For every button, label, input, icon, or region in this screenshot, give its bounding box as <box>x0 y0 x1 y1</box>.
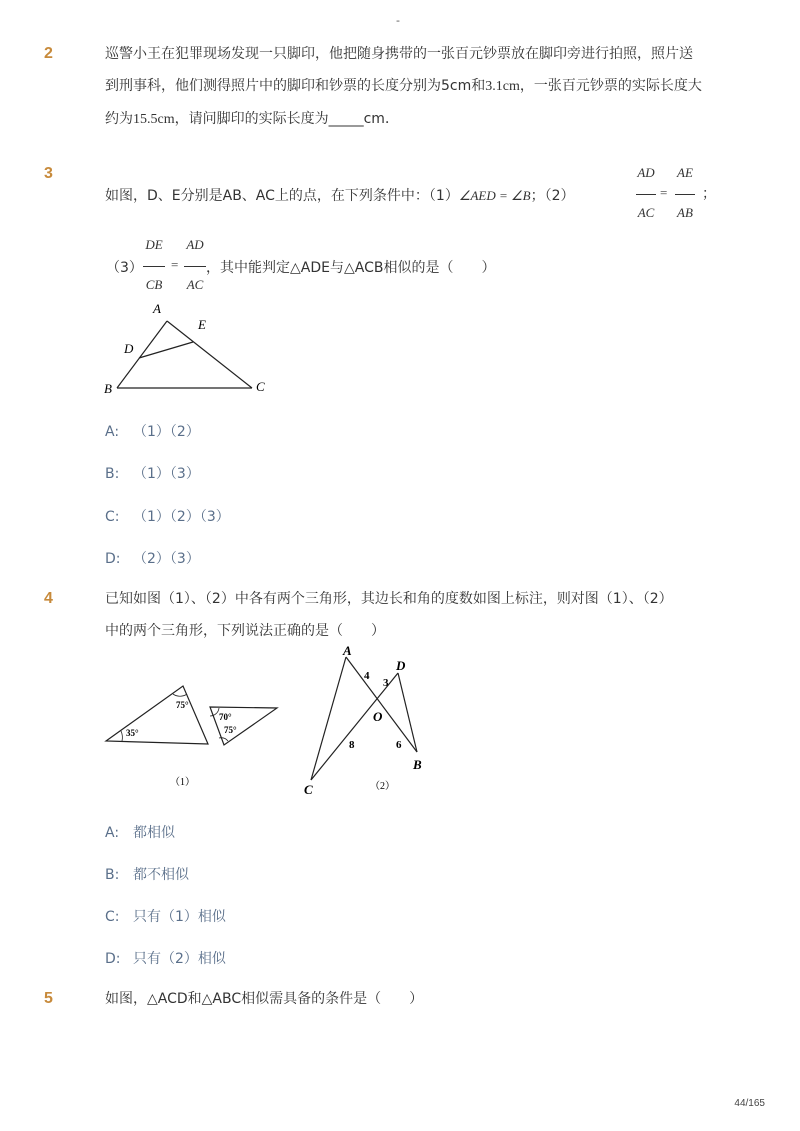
point-label-c: C <box>304 782 313 797</box>
point-label-a: A <box>343 643 352 658</box>
point-label-c: C <box>256 379 265 394</box>
angle-label-75b: 75° <box>224 725 237 735</box>
question-number: 4 <box>44 590 53 607</box>
question-3-line-1: 如图，D、E分别是AB、AC上的点，在下列条件中：（1）∠AED = ∠B；（2） <box>105 188 575 204</box>
question-4-line-2: 中的两个三角形，下列说法正确的是（ ） <box>105 623 385 639</box>
option-c[interactable]: C: （1）（2）（3） <box>105 509 230 525</box>
page-number: 44/165 <box>734 1098 765 1109</box>
figure-caption-2: （2） <box>370 781 395 792</box>
point-label-o: O <box>373 709 383 724</box>
point-label-b: B <box>104 381 112 396</box>
point-label-e: E <box>198 317 206 332</box>
fraction-ad-ac: AD AC = AE AB ； <box>637 165 716 220</box>
length-label-3: 3 <box>383 677 389 689</box>
option-a[interactable]: A: 都相似 <box>105 825 175 841</box>
triangle-figure-q4-1 <box>100 680 285 795</box>
angle-label-75: 75° <box>176 700 189 710</box>
fraction-de-cb: DE CB = AD AC <box>143 237 213 297</box>
angle-label-70: 70° <box>219 712 232 722</box>
option-c[interactable]: C: 只有（1）相似 <box>105 909 226 925</box>
option-b[interactable]: B: 都不相似 <box>105 867 189 883</box>
question-3-line-2: ，其中能判定△ADE与△ACB相似的是（ ） <box>206 260 496 276</box>
length-label-4: 4 <box>364 670 370 682</box>
question-2-line-1: 巡警小王在犯罪现场发现一只脚印，他把随身携带的一张百元钞票放在脚印旁进行拍照，照片送 <box>105 46 693 62</box>
triangle-figure-q3 <box>100 300 280 400</box>
point-label-a: A <box>153 301 161 316</box>
option-a[interactable]: A: （1）（2） <box>105 424 200 440</box>
question-number: 3 <box>44 165 53 182</box>
question-2-line-3: 约为15.5cm，请问脚印的实际长度为_____cm． <box>105 111 399 127</box>
question-number: 2 <box>44 45 53 62</box>
question-2-text <box>105 38 702 136</box>
length-label-6: 6 <box>396 739 402 751</box>
point-label-d: D <box>124 341 134 356</box>
question-2-line-2: 到刑事科，他们测得照片中的脚印和钞票的长度分别为5cm和3.1cm，一张百元钞票的实际长度大 <box>105 78 702 94</box>
point-label-d: D <box>396 658 406 673</box>
question-3-prefix-3: （3） <box>106 260 143 276</box>
header-mark: - <box>396 14 400 27</box>
angle-label-35: 35° <box>126 728 139 738</box>
option-b[interactable]: B: （1）（3） <box>105 466 200 482</box>
length-label-8: 8 <box>349 739 355 751</box>
option-d[interactable]: D: （2）（3） <box>105 551 200 567</box>
question-number: 5 <box>44 990 53 1007</box>
figure-caption-1: （1） <box>170 777 195 788</box>
point-label-b: B <box>413 757 422 772</box>
question-4-text <box>105 583 673 647</box>
question-5-text: 如图，△ACD和△ABC相似需具备的条件是（ ） <box>105 991 424 1007</box>
question-4-line-1: 已知如图（1）、（2）中各有两个三角形，其边长和角的度数如图上标注，则对图（1）、（2） <box>105 591 673 607</box>
triangle-figure-q4-2 <box>295 640 435 800</box>
option-d[interactable]: D: 只有（2）相似 <box>105 951 226 967</box>
